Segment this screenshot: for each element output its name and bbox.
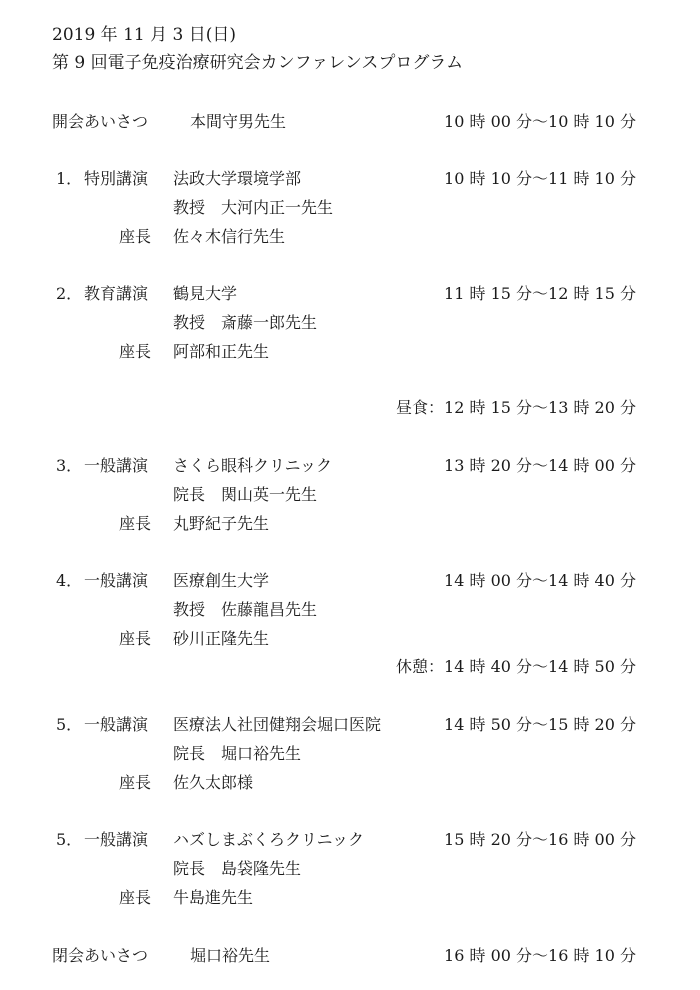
session-time: 14 時 50 分〜15 時 20 分 (444, 715, 636, 734)
session-chair: 佐々木信行先生 (173, 227, 286, 246)
session-affiliation: 法政大学環境学部 (173, 169, 302, 188)
event-date: 2019 年 11 月 3 日(日) (52, 25, 236, 45)
session-chair-label: 座長 (119, 888, 152, 907)
opening-label: 開会あいさつ (52, 112, 149, 131)
session-speaker: 教授 斎藤一郎先生 (173, 313, 318, 332)
session-type: 一般講演 (84, 571, 149, 590)
session-speaker: 院長 堀口裕先生 (173, 744, 302, 763)
opening-speaker: 本間守男先生 (190, 112, 287, 131)
session-affiliation: 医療法人社団健翔会堀口医院 (173, 715, 382, 734)
session-type: 特別講演 (84, 169, 149, 188)
session-chair: 阿部和正先生 (173, 342, 270, 361)
session-time: 15 時 20 分〜16 時 00 分 (444, 830, 636, 849)
session-time: 14 時 00 分〜14 時 40 分 (444, 571, 636, 590)
closing-label: 閉会あいさつ (52, 946, 149, 965)
session-number: 5． (56, 715, 83, 734)
session-type: 教育講演 (84, 284, 149, 303)
session-number: 5． (56, 830, 83, 849)
program-title: 第 9 回電子免疫治療研究会カンファレンスプログラム (52, 53, 464, 73)
session-chair: 丸野紀子先生 (173, 514, 270, 533)
opening-time: 10 時 00 分〜10 時 10 分 (444, 112, 636, 131)
session-chair-label: 座長 (119, 629, 152, 648)
session-number: 2． (56, 284, 83, 303)
session-chair-label: 座長 (119, 773, 152, 792)
session-time: 11 時 15 分〜12 時 15 分 (444, 284, 636, 303)
session-chair: 牛島進先生 (173, 888, 254, 907)
session-chair: 佐久太郎様 (173, 773, 254, 792)
session-affiliation: ハズしまぶくろクリニック (173, 830, 365, 849)
session-affiliation: 医療創生大学 (173, 571, 270, 590)
session-speaker: 院長 島袋隆先生 (173, 859, 302, 878)
session-affiliation: 鶴見大学 (173, 284, 238, 303)
session-chair: 砂川正隆先生 (173, 629, 270, 648)
closing-time: 16 時 00 分〜16 時 10 分 (444, 946, 636, 965)
session-number: 4． (56, 571, 83, 590)
rest-break: 休憩：14 時 40 分〜14 時 50 分 (396, 657, 636, 676)
closing-speaker: 堀口裕先生 (190, 946, 271, 965)
session-time: 10 時 10 分〜11 時 10 分 (444, 169, 636, 188)
session-chair-label: 座長 (119, 514, 152, 533)
lunch-break: 昼食：12 時 15 分〜13 時 20 分 (396, 398, 636, 417)
session-chair-label: 座長 (119, 342, 152, 361)
session-number: 1． (56, 169, 83, 188)
session-speaker: 教授 佐藤龍昌先生 (173, 600, 318, 619)
session-type: 一般講演 (84, 456, 149, 475)
session-number: 3． (56, 456, 83, 475)
session-type: 一般講演 (84, 715, 149, 734)
session-chair-label: 座長 (119, 227, 152, 246)
session-speaker: 教授 大河内正一先生 (173, 198, 334, 217)
session-affiliation: さくら眼科クリニック (173, 456, 333, 475)
session-speaker: 院長 関山英一先生 (173, 485, 318, 504)
session-type: 一般講演 (84, 830, 149, 849)
session-time: 13 時 20 分〜14 時 00 分 (444, 456, 636, 475)
